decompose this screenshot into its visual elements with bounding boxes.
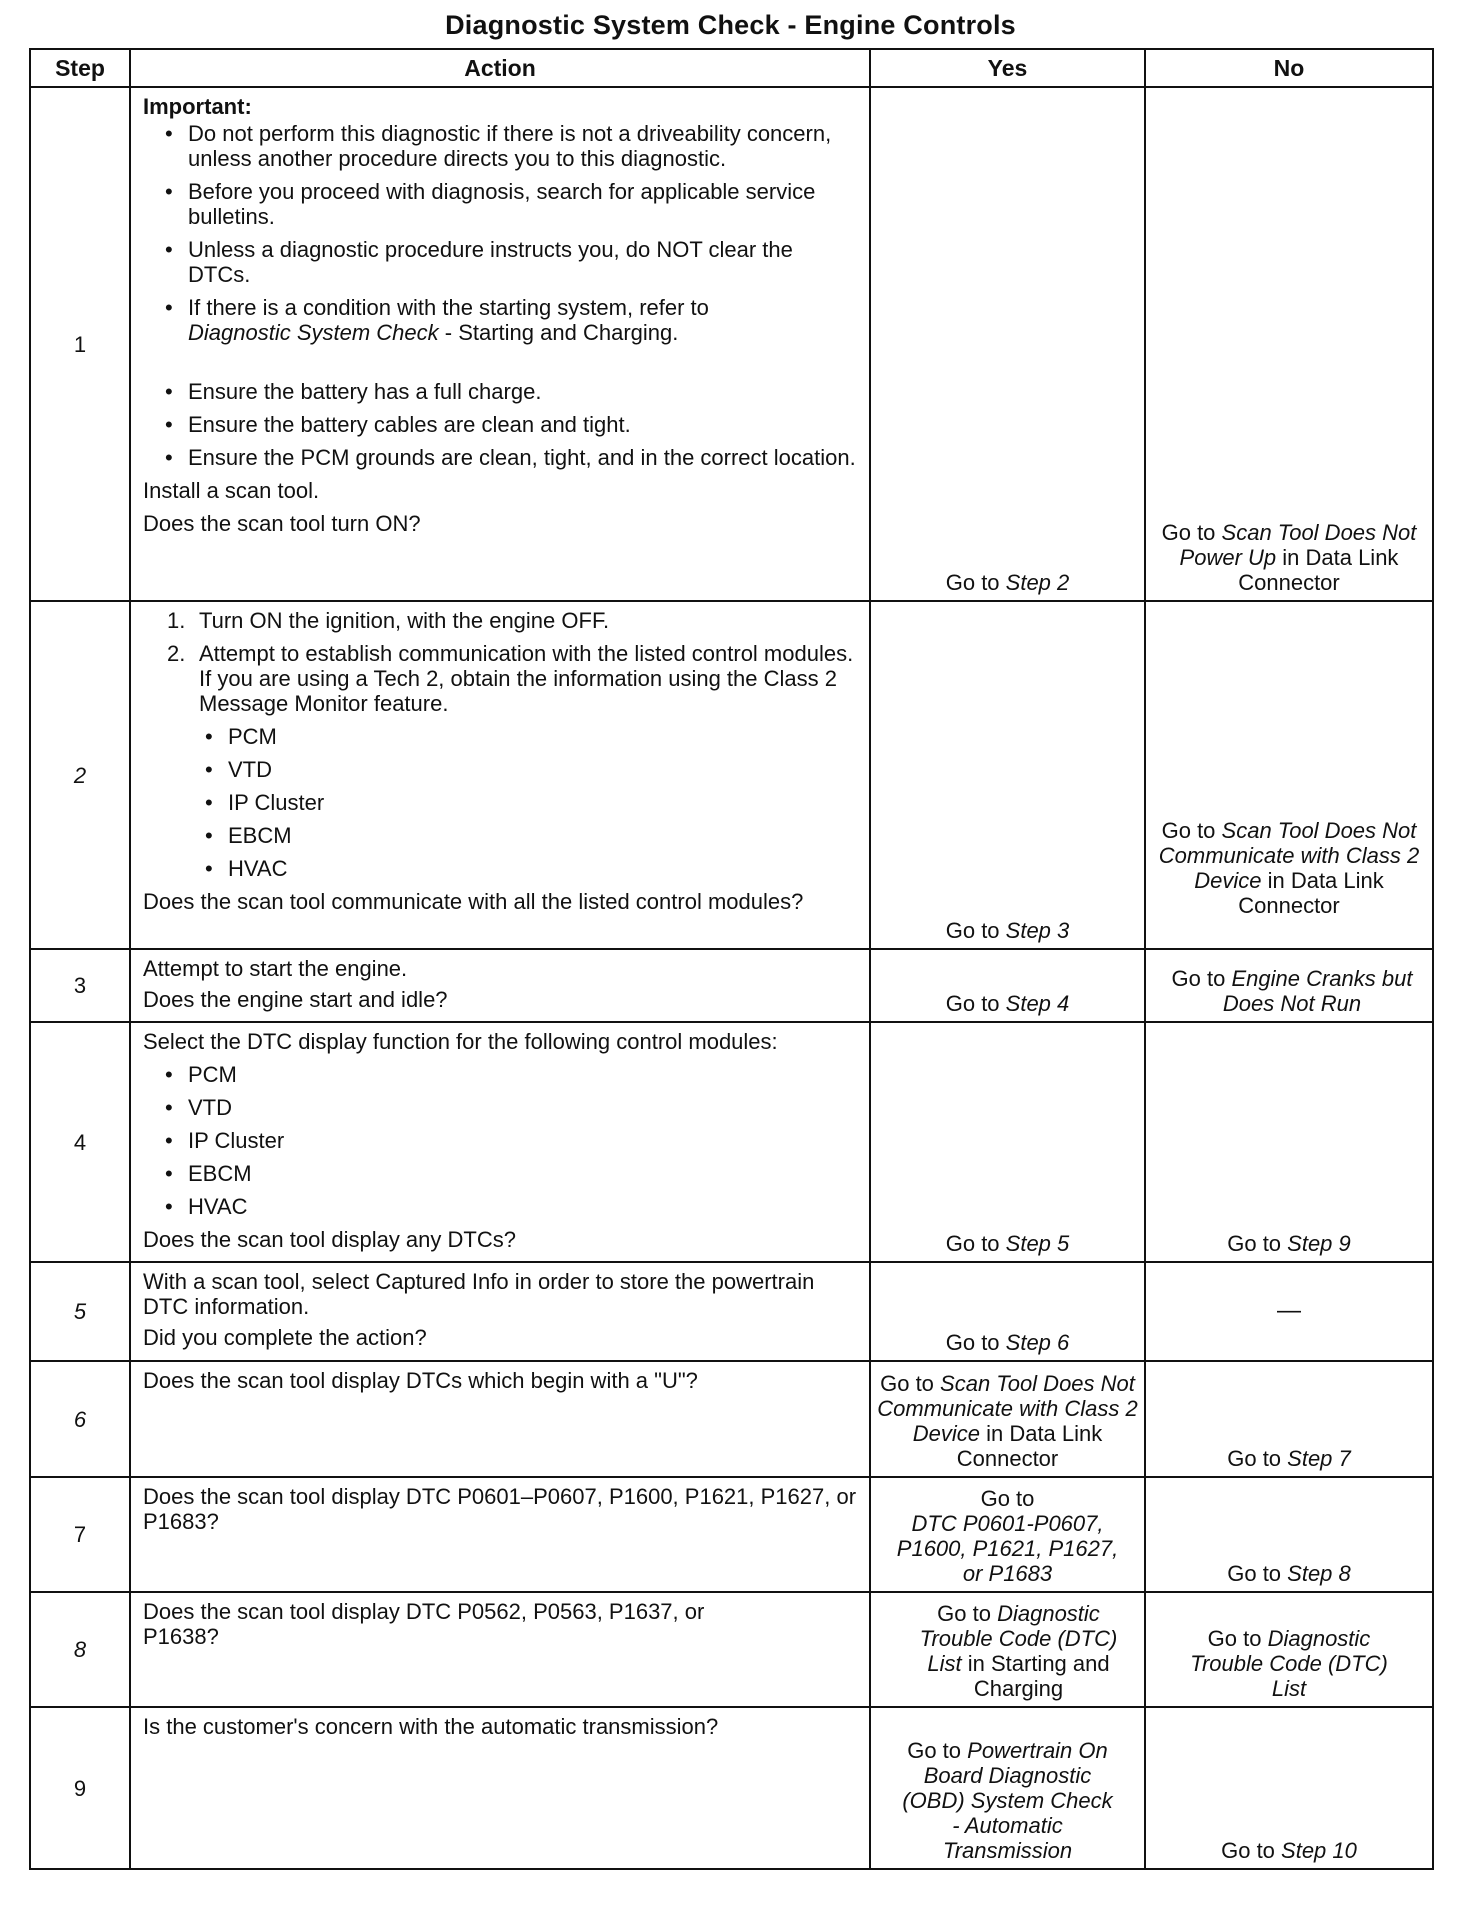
header-yes: Yes [870,49,1145,87]
document [29,0,1432,1870]
question-text: Did you complete the action? [143,1325,427,1350]
bullet-list [143,121,859,470]
list-item: • PCM [165,1062,859,1087]
step-number: 2 [30,601,130,949]
step-number: 1 [30,87,130,601]
list-item-text: If there is a condition with the starting system, refer to [188,295,709,320]
question-text: Does the scan tool turn ON? [143,511,421,536]
goto-text: in Starting and Charging [961,1651,1110,1701]
action-cell [130,1361,870,1477]
list-item-text: Attempt to establish communication with the listed control modules. If you are using a Tech 2, obtain the information using the Class 2 Message Monitor feature. [199,641,854,716]
table-row [30,87,1433,601]
numbered-list [143,608,859,881]
goto-text: Go to [945,918,1006,943]
goto-link[interactable]: Step 8 [1287,1561,1351,1586]
table-row [30,1022,1433,1262]
action-cell [130,1477,870,1592]
header-no: No [1145,49,1433,87]
goto-text: Go to [1161,520,1222,545]
not-applicable-dash: — [1277,1297,1301,1324]
yes-cell [870,87,1145,601]
list-item: • IP Cluster [205,790,859,815]
important-label: Important: [143,94,252,119]
diagnostic-table [29,48,1434,1870]
action-cell [130,949,870,1022]
goto-link[interactable]: Step 6 [1005,1330,1070,1355]
no-cell [1145,1707,1433,1869]
cross-reference-link[interactable]: Diagnostic System Check [188,320,439,345]
list-item: • VTD [165,1095,859,1120]
page-title: Diagnostic System Check - Engine Controls [445,10,1016,40]
no-cell [1145,1262,1433,1361]
step-number: 4 [30,1022,130,1262]
goto-link[interactable]: Diagnostic Trouble Code (DTC) List [1190,1626,1388,1701]
list-item-text: - Starting and Charging. [438,320,679,345]
no-cell [1145,1361,1433,1477]
yes-cell [870,1262,1145,1361]
goto-text: Go to [937,1601,998,1626]
instruction-text: Select the DTC display function for the following control modules: [143,1029,778,1054]
yes-cell [870,949,1145,1022]
question-text: Does the scan tool display DTCs which begin with a "U"? [143,1368,698,1393]
list-item: 2. Attempt to establish communication with the listed control modules. If you are using a Tech 2, obtain the information using the Class 2 Message Monitor feature. • PCM • VTD • IP Cluster • EBCM • HVAC [167,641,859,881]
action-cell [130,87,870,601]
question-text: Is the customer's concern with the automatic transmission? [143,1714,719,1739]
list-item: • HVAC [165,1194,859,1219]
action-cell [130,1592,870,1707]
goto-link[interactable]: Scan Tool Does Not Communicate with Class 2 Device [877,1371,1138,1446]
goto-text: Go to [1227,1446,1288,1471]
goto-text: Go to [1207,1626,1268,1651]
step-number: 5 [30,1262,130,1361]
goto-link[interactable]: Step 9 [1287,1231,1351,1256]
goto-link[interactable]: Step 5 [1005,1231,1070,1256]
goto-text: in Data Link Connector [956,1421,1103,1471]
list-item: • Ensure the battery cables are clean and tight. [165,412,859,437]
question-text: Does the scan tool display DTC P0601–P0607, P1600, P1621, P1627, or P1683? [143,1484,857,1534]
goto-link[interactable]: Step 2 [1005,570,1070,595]
question-text: Does the scan tool communicate with all the listed control modules? [143,889,804,914]
yes-cell [870,1477,1145,1592]
no-cell [1145,1592,1433,1707]
list-item: • Before you proceed with diagnosis, search for applicable service bulletins. [165,179,859,229]
header-action: Action [130,49,870,87]
goto-text: Go to [880,1371,941,1396]
list-item [165,295,859,345]
list-item: • VTD [205,757,859,782]
step-number: 3 [30,949,130,1022]
list-item: • HVAC [205,856,859,881]
goto-link[interactable]: Step 4 [1005,991,1070,1016]
goto-link[interactable]: Powertrain On Board Diagnostic (OBD) System Check - Automatic Transmission [902,1738,1113,1863]
list-item: • EBCM [205,823,859,848]
goto-text: Go to [945,1330,1006,1355]
table-row [30,1592,1433,1707]
list-item-text: Turn ON the ignition, with the engine OFF. [199,608,610,633]
action-cell [130,1022,870,1262]
table-row [30,949,1433,1022]
list-item: • EBCM [165,1161,859,1186]
no-cell [1145,949,1433,1022]
instruction-text: With a scan tool, select Captured Info in order to store the powertrain DTC information. [143,1269,815,1319]
goto-link[interactable]: Step 3 [1005,918,1070,943]
step-number: 7 [30,1477,130,1592]
no-cell [1145,1022,1433,1262]
goto-text: in Data Link Connector [1238,545,1399,595]
list-item: • Unless a diagnostic procedure instructs you, do NOT clear the DTCs. [165,237,859,287]
goto-text: Go to [945,570,1006,595]
action-cell [130,601,870,949]
instruction-text: Install a scan tool. [143,478,320,503]
no-cell [1145,87,1433,601]
goto-text: Go to [1227,1561,1288,1586]
question-text: Does the scan tool display any DTCs? [143,1227,516,1252]
goto-text: Go to [1161,818,1222,843]
yes-cell [870,601,1145,949]
goto-text: Go to [1171,966,1232,991]
action-cell [130,1262,870,1361]
goto-text: Go to [907,1738,968,1763]
goto-link[interactable]: Step 10 [1281,1838,1357,1863]
yes-cell [870,1707,1145,1869]
instruction-text: Attempt to start the engine. [143,956,408,981]
goto-link[interactable]: Scan Tool Does Not Communicate with Class 2 Device [1158,818,1420,893]
yes-cell [870,1592,1145,1707]
module-list [143,1062,859,1219]
goto-link[interactable]: Engine Cranks but Does Not Run [1222,966,1413,1016]
step-number: 8 [30,1592,130,1707]
table-row [30,1262,1433,1361]
yes-cell [870,1361,1145,1477]
table-row [30,1361,1433,1477]
table-row [30,1707,1433,1869]
step-number: 6 [30,1361,130,1477]
goto-text: Go to [980,1486,1035,1511]
goto-link[interactable]: Scan Tool Does Not Power Up [1179,520,1417,570]
table-row [30,601,1433,949]
goto-text: in Data Link Connector [1238,868,1384,918]
module-list [199,724,859,881]
list-item: • Ensure the PCM grounds are clean, tight, and in the correct location. [165,445,859,470]
goto-link[interactable]: DTC P0601-P0607, P1600, P1621, P1627, or P1683 [896,1511,1119,1586]
list-item: • IP Cluster [165,1128,859,1153]
list-item: • Ensure the battery has a full charge. [165,379,859,404]
list-item: • PCM [205,724,859,749]
goto-text: Go to [1227,1231,1288,1256]
goto-link[interactable]: Step 7 [1287,1446,1351,1471]
action-cell [130,1707,870,1869]
list-item: 1. Turn ON the ignition, with the engine OFF. [167,608,610,633]
table-header-row [30,49,1433,87]
goto-text: Go to [945,1231,1006,1256]
list-item: • Do not perform this diagnostic if there is not a driveability concern, unless another procedure directs you to this diagnostic. [165,121,859,171]
goto-text: Go to [1221,1838,1282,1863]
step-number: 9 [30,1707,130,1869]
table-row [30,1477,1433,1592]
question-text: Does the engine start and idle? [143,987,448,1012]
question-text: Does the scan tool display DTC P0562, P0563, P1637, or P1638? [143,1599,705,1649]
goto-text: Go to [945,991,1006,1016]
goto-link[interactable]: Diagnostic Trouble Code (DTC) List [919,1601,1118,1676]
no-cell [1145,1477,1433,1592]
yes-cell [870,1022,1145,1262]
no-cell [1145,601,1433,949]
header-step: Step [30,49,130,87]
